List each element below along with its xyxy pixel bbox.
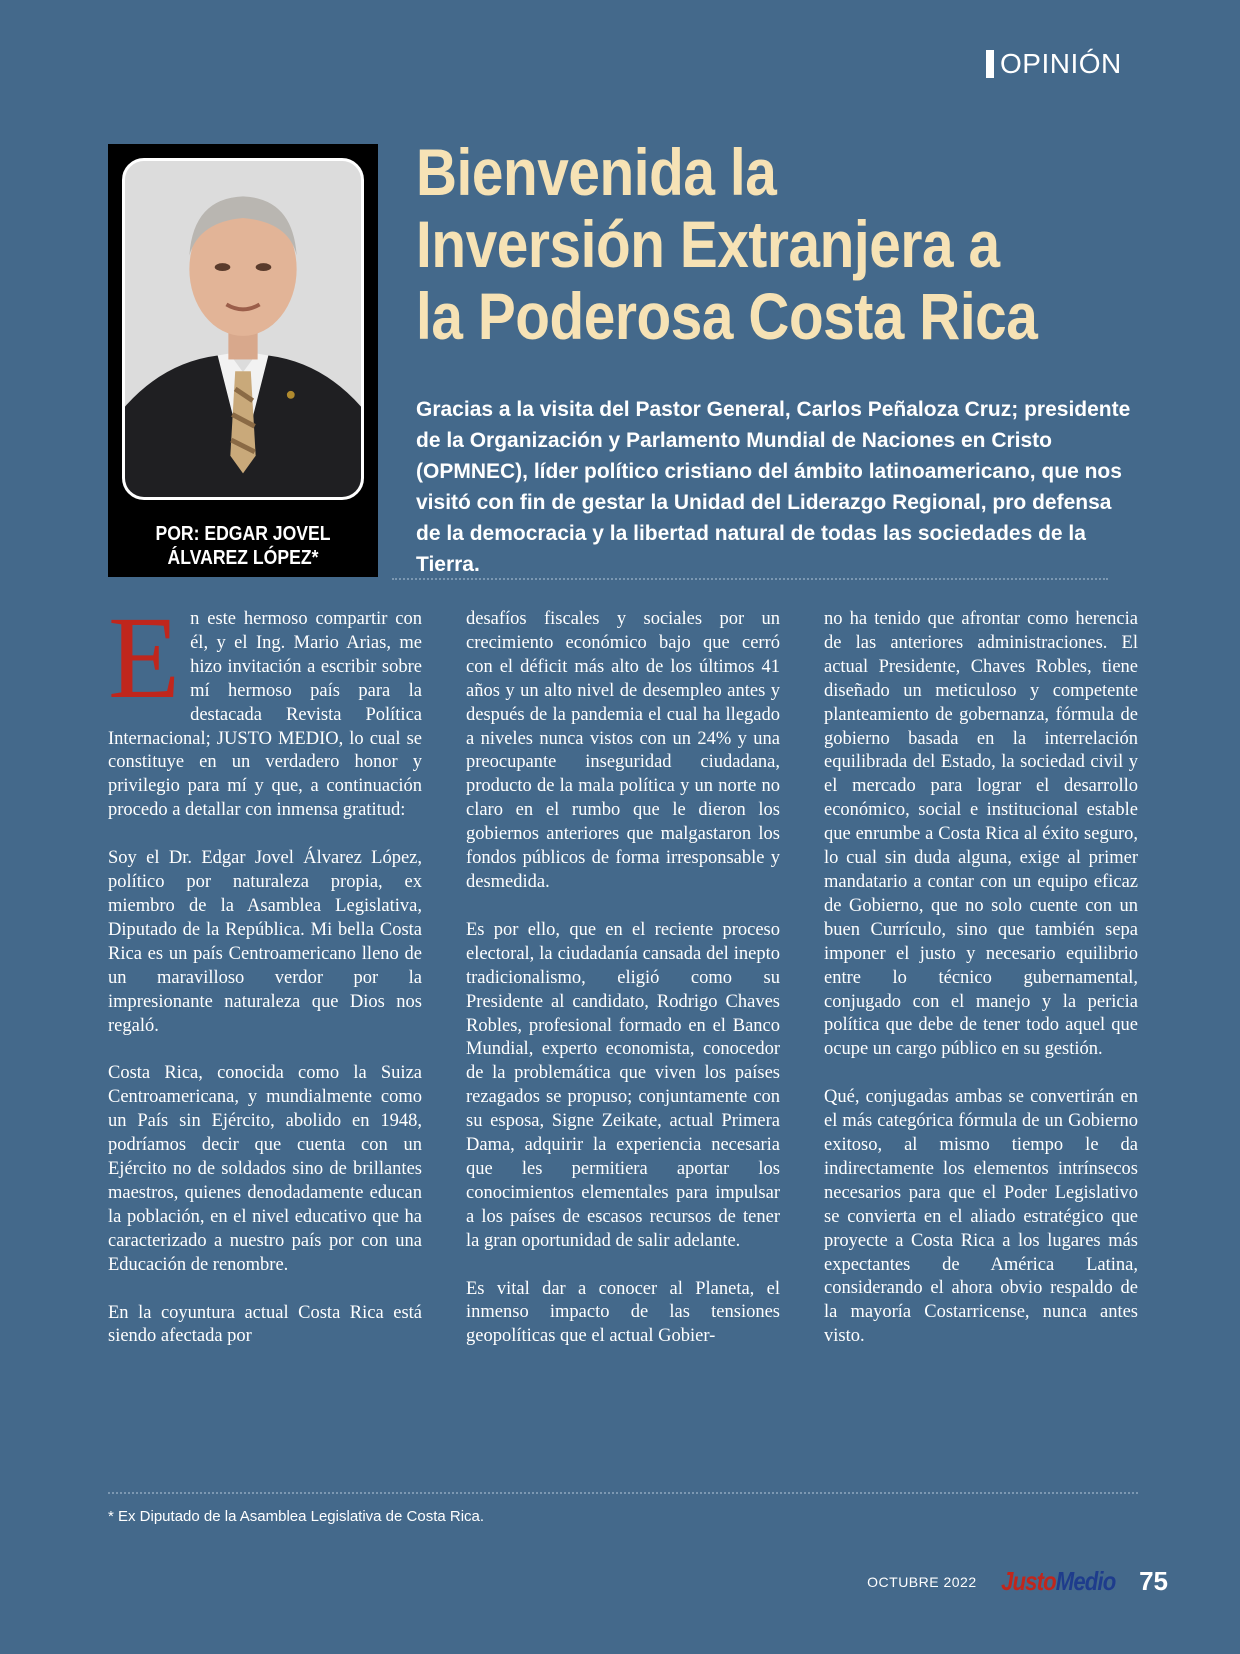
section-label <box>986 48 1122 80</box>
body-column-1 <box>108 592 422 1373</box>
paragraph: no ha tenido que afrontar como herencia de las anteriores administraciones. El actual Presidente, Chaves Robles, tiene diseñado un meticuloso y competente planteamiento de gobernanza, fórmula de gobierno basada en la interrelación equilibrada del Estado, la sociedad civil y el mercado para lograr el desarrollo económico, social e institucional estable que enrumbe a Costa Rica al éxito seguro, lo cual sin duda alguna, exige al primer mandatario a contar con un equipo eficaz de Gobierno, que no solo cuente con un buen Currículo, sino que también sepa imponer el justo y necesario equilibrio entre lo técnico gubernamental, conjugado con el manejo y la pericia política que debe de tener todo aquel que ocupe un cargo público en su gestión. <box>824 609 1138 1060</box>
author-portrait-image <box>125 161 361 497</box>
article-deck: Gracias a la visita del Pastor General, Carlos Peñaloza Cruz; presidente de la Organización y Parlamento Mundial de Naciones en Cristo (OPMNEC), líder político cristiano del ámbito latinoamericano, que nos visitó con fin de gestar la Unidad del Liderazgo Regional, pro defensa de la democracia y la libertad natural de todas las sociedades de la Tierra. <box>416 398 1131 576</box>
headline-line-1: Bienvenida la <box>416 135 777 209</box>
paragraph: desafíos fiscales y sociales por un crecimiento económico bajo que cerró con el déficit más alto de los últimos 41 años y un alto nivel de desempleo antes y después de la pandemia el cual ha llegado a niveles nunca vistos con un 24% y una preocupante inseguridad ciudadana, producto de la mala política y un norte no claro en el rumbo que le dieron los gobiernos anteriores que malgastaron los fondos públicos de forma irresponsable y desmedida. <box>466 609 780 892</box>
author-box <box>108 144 378 577</box>
article-headline <box>416 136 1052 352</box>
byline-line-1: POR: EDGAR JOVEL <box>155 523 331 545</box>
dropcap: E <box>108 592 181 723</box>
body-column-3 <box>824 608 1138 1373</box>
paragraph: Qué, conjugadas ambas se convertirán en el más categórica fórmula de un Gobierno exitoso, al mismo tiempo le da indirectamente los elementos intrínsecos necesarios para que el Poder Legislativo se convierta en el aliado estratégico que proyecte a Costa Rica a los lugares más expectantes de América Latina, considerando el ahora obvio respaldo de la mayoría Costarricense, nunca antes visto. <box>824 1087 1138 1347</box>
top-divider <box>392 578 1108 580</box>
paragraph: En este hermoso compartir con él, y el Ing. Mario Arias, me hizo invitación a escribir sobre mí hermoso país para la destacada Revista Política Internacional; JUSTO MEDIO, lo cual se constituye en un verdadero honor y privilegio para mí y que, a continuación procedo a detallar con inmensa gratitud: <box>108 592 422 821</box>
paragraph: Es vital dar a conocer al Planeta, el inmenso impacto de las tensiones geopolíticas que el actual Gobier- <box>466 1278 780 1347</box>
paragraph: Es por ello, que en el reciente proceso electoral, la ciudadanía cansada del inepto tradicionalismo, eligió como su Presidente al candidato, Rodrigo Chaves Robles, profesional formado en el Banco Mundial, experto economista, conocedor de la problemática que viven los países rezagados se propuso; conjuntamente con su esposa, Signe Zeikate, actual Primera Dama, adquirir la experiencia necesaria que les permitiera aportar los conocimientos elementales para impulsar a los países de escasos recursos de tener la gran oportunidad de salir adelante. <box>466 919 780 1251</box>
bottom-divider <box>108 1492 1138 1494</box>
author-photo <box>122 158 364 500</box>
section-bar <box>986 50 994 78</box>
body-column-2 <box>466 608 780 1373</box>
paragraph: Soy el Dr. Edgar Jovel Álvarez López, político por naturaleza propia, ex miembro de la Asamblea Legislativa, Diputado de la República. Mi bella Costa Rica es un país Centroamericano lleno de un maravilloso verdor por la impresionante naturaleza que Dios nos regaló. <box>108 848 422 1036</box>
page-number: 75 <box>1139 1566 1168 1596</box>
section-title: OPINIÓN <box>1000 48 1122 79</box>
footnote: * Ex Diputado de la Asamblea Legislativa de Costa Rica. <box>108 1508 485 1525</box>
author-byline <box>124 522 362 570</box>
paragraph: Costa Rica, conocida como la Suiza Centroamericana, y mundialmente como un País sin Ejército, abolido en 1948, podríamos decir que cuenta con un Ejército no de soldados sino de brillantes maestros, quienes denodadamente educan la población, en el nivel educativo que ha caracterizado a nuestro país por con una Educación de renombre. <box>108 1063 422 1275</box>
page-footer <box>867 1566 1168 1597</box>
headline-line-2: Inversión Extranjera a <box>416 207 1000 281</box>
issue-date: OCTUBRE 2022 <box>867 1573 977 1590</box>
headline-line-3: la Poderosa Costa Rica <box>416 279 1038 353</box>
paragraph: En la coyuntura actual Costa Rica está siendo afectada por <box>108 1302 422 1347</box>
byline-line-2: ÁLVAREZ LÓPEZ* <box>167 547 319 569</box>
magazine-logo: JustoMedio <box>1000 1566 1115 1596</box>
